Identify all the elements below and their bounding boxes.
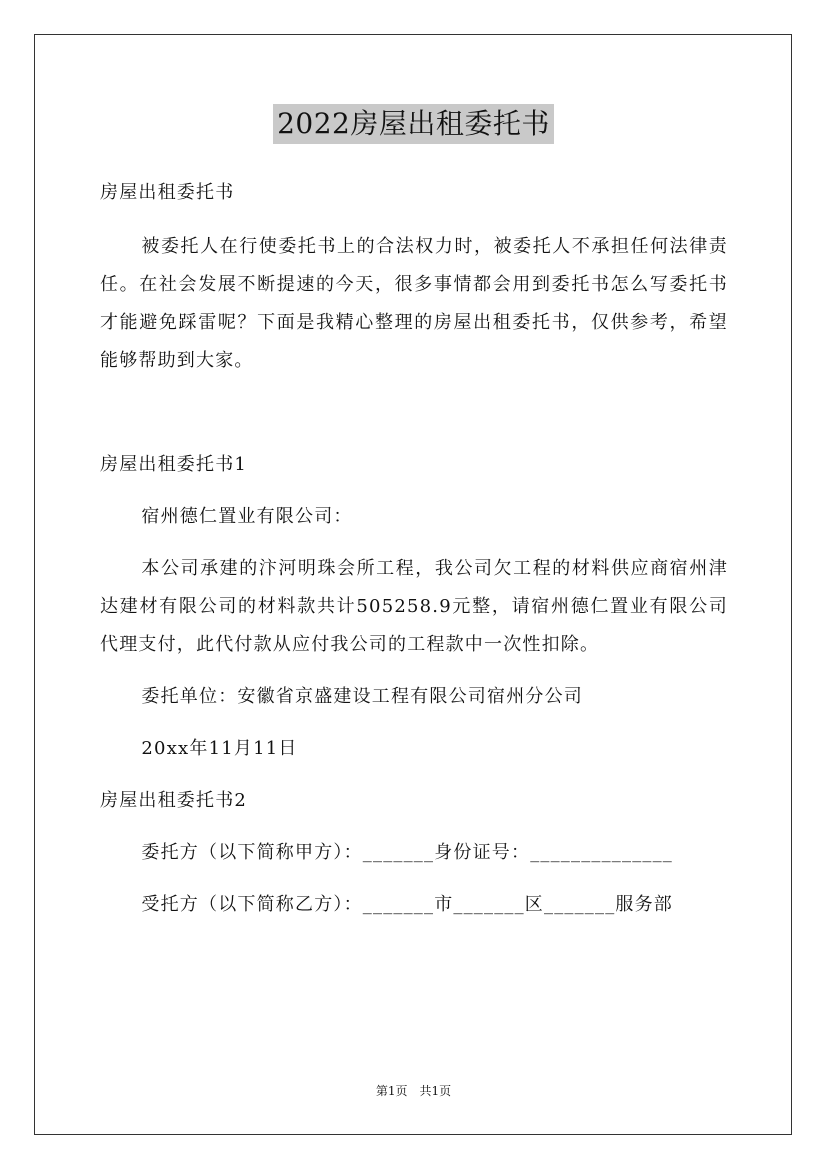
section1-entrust-unit: 委托单位：安徽省京盛建设工程有限公司宿州分公司 [141, 686, 583, 707]
main-heading: 房屋出租委托书 [100, 182, 235, 203]
section1-date: 20xx年11月11日 [141, 738, 298, 759]
section-gap [100, 396, 728, 446]
section1-heading: 房屋出租委托书1 [100, 454, 248, 475]
intro-paragraph: 被委托人在行使委托书上的合法权力时，被委托人不承担任何法律责任。在社会发展不断提速的今天，很多事情都会用到委托书怎么写委托书才能避免踩雷呢？下面是我精心整理的房屋出租委托书，仅供参考，希望能够帮助到大家。 [100, 236, 728, 371]
document-body [100, 174, 728, 938]
section2-heading: 房屋出租委托书2 [100, 790, 248, 811]
section1-addressee: 宿州德仁置业有限公司： [141, 506, 353, 527]
section2-party-b: 受托方（以下简称乙方）：_______市_______区_______服务部 [141, 894, 673, 915]
section2-party-a: 委托方（以下简称甲方）：_______身份证号：______________ [141, 842, 673, 863]
document-title-wrap [0, 104, 827, 144]
document-title: 2022房屋出租委托书 [273, 104, 554, 144]
page-footer: 第1页 共1页 [375, 1084, 452, 1098]
section1-body: 本公司承建的汴河明珠会所工程，我公司欠工程的材料供应商宿州津达建材有限公司的材料款共计505258.9元整，请宿州德仁置业有限公司代理支付，此代付款从应付我公司的工程款中一次性扣除。 [100, 558, 728, 655]
